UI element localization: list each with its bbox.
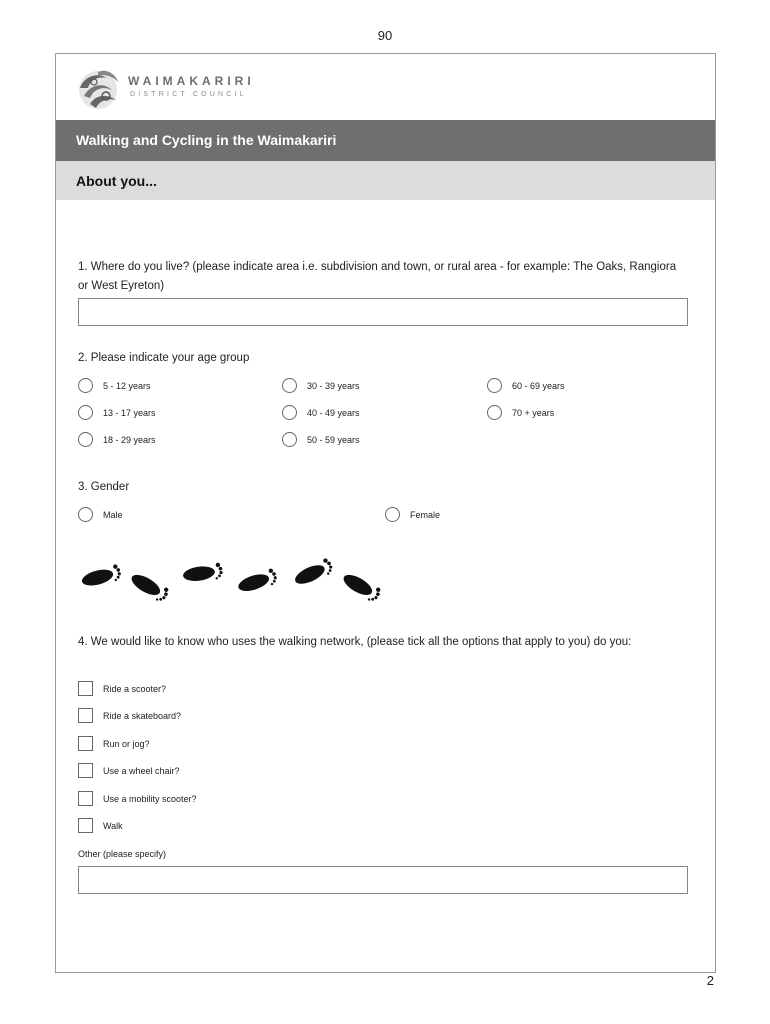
radio-label: 30 - 39 years [307,380,360,391]
radio-circle[interactable] [282,405,297,420]
option-ride-scooter[interactable] [78,681,166,696]
radio-circle[interactable] [282,378,297,393]
other-label: Other (please specify) [78,849,167,859]
section-heading: About you... [56,161,715,200]
age-radio-60-69[interactable] [487,378,565,393]
radio-label: 70 + years [512,407,555,418]
logo-name: WAIMAKARIRI [128,74,255,88]
option-ride-skateboard[interactable] [78,708,181,723]
radio-circle[interactable] [78,378,93,393]
option-mobility-scooter[interactable] [78,791,197,806]
age-radio-30-39[interactable] [282,378,360,393]
survey-page [55,53,716,973]
question-4-label: 4. We would like to know who uses the walking network, (please tick all the options that apply to you) do you: [78,636,632,648]
checkbox-label: Walk [103,820,123,831]
page-number-bottom: 2 [706,973,714,988]
footprints-icon [78,554,398,606]
checkbox[interactable] [78,681,93,696]
checkbox-label: Run or jog? [103,738,150,749]
age-radio-5-12[interactable] [78,378,151,393]
radio-circle[interactable] [487,378,502,393]
checkbox-label: Use a mobility scooter? [103,793,197,804]
waimakariri-logo-icon [76,66,124,112]
option-wheel-chair[interactable] [78,763,180,778]
radio-circle[interactable] [282,432,297,447]
checkbox-label: Ride a scooter? [103,683,167,694]
checkbox[interactable] [78,708,93,723]
radio-circle[interactable] [385,507,400,522]
question-2-label: 2. Please indicate your age group [78,352,250,364]
radio-label: Female [410,509,441,520]
radio-label: 50 - 59 years [307,434,360,445]
age-radio-13-17[interactable] [78,405,156,420]
other-input[interactable] [78,866,688,894]
radio-label: Male [103,509,123,520]
radio-circle[interactable] [487,405,502,420]
age-radio-18-29[interactable] [78,432,156,447]
council-logo [76,66,276,112]
age-radio-50-59[interactable] [282,432,360,447]
checkbox[interactable] [78,791,93,806]
checkbox[interactable] [78,736,93,751]
option-run-jog[interactable] [78,736,150,751]
page-title: Walking and Cycling in the Waimakariri [56,120,715,161]
radio-circle[interactable] [78,405,93,420]
page-number-top: 90 [377,28,393,43]
radio-circle[interactable] [78,507,93,522]
age-radio-70-plus[interactable] [487,405,554,420]
checkbox[interactable] [78,818,93,833]
logo-subtitle: DISTRICT COUNCIL [130,91,247,98]
age-radio-40-49[interactable] [282,405,360,420]
checkbox-label: Ride a skateboard? [103,710,182,721]
question-1-label: 1. Where do you live? (please indicate area i.e. subdivision and town, or rural area - for example: The Oaks, Rangiora or West Eyreton) [78,261,677,292]
radio-label: 18 - 29 years [103,434,156,445]
radio-label: 13 - 17 years [103,407,156,418]
option-walk[interactable] [78,818,123,833]
radio-circle[interactable] [78,432,93,447]
location-input[interactable] [78,298,688,326]
radio-label: 5 - 12 years [103,380,151,391]
radio-label: 40 - 49 years [307,407,360,418]
radio-label: 60 - 69 years [512,380,565,391]
question-3-label: 3. Gender [78,481,130,493]
gender-radio-female[interactable] [385,507,440,522]
gender-radio-male[interactable] [78,507,123,522]
checkbox[interactable] [78,763,93,778]
checkbox-label: Use a wheel chair? [103,765,180,776]
